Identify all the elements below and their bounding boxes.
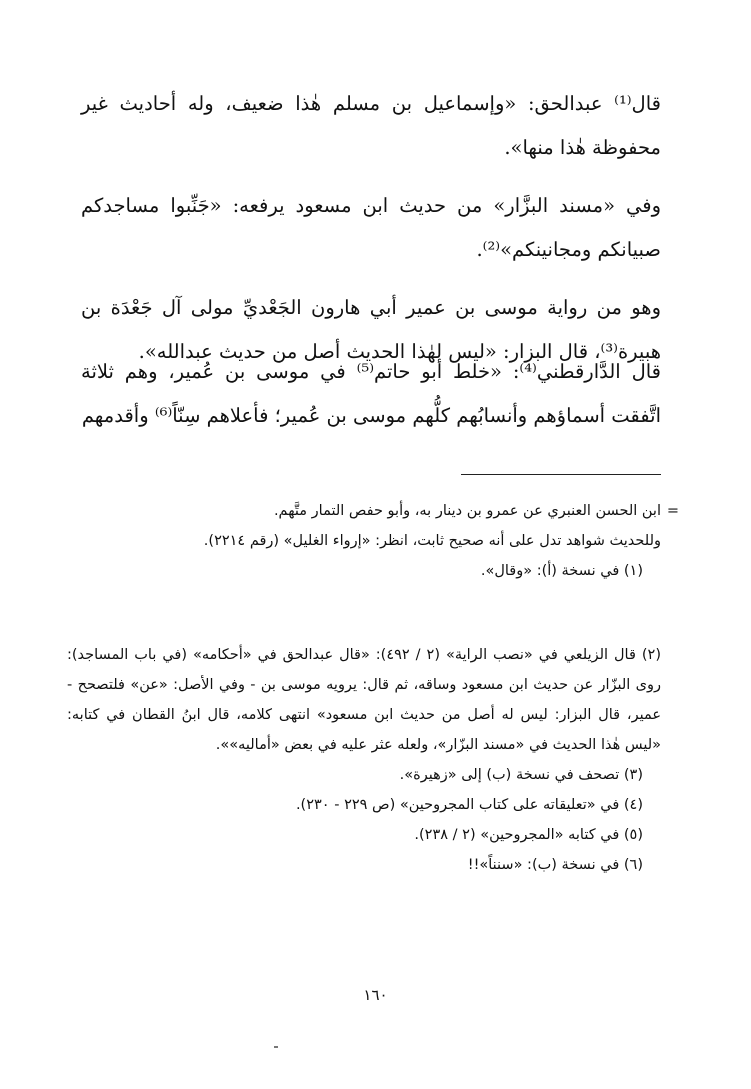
footnote-5: (٥) في كتابه «المجروحين» (٢ / ٢٣٨).	[414, 827, 643, 843]
page-number: ١٦٠	[363, 986, 388, 1004]
footnote-6: (٦) في نسخة (ب): «سنناً»!!	[467, 857, 643, 873]
footnote-4: (٤) في «تعليقاته على كتاب المجروحين» (ص ٢٢٩ - ٢٣٠).	[295, 797, 643, 813]
footnotes-list	[67, 640, 679, 880]
footnote-continuation-line-2: وللحديث شواهد تدل على أنه صحيح ثابت، انظر: «إرواء الغليل» (رقم ٢٢١٤).	[203, 533, 661, 549]
footnote-3: (٣) تصحف في نسخة (ب) إلى «زهيرة».	[399, 767, 643, 783]
paragraph-daraqutni: قال الدَّارقطني⁽⁴⁾: «خلط أبو حاتم⁽⁵⁾ في موسى بن عُمير، وهم ثلاثة اتَّفقت أسماؤهم وأنسابُهم كلُّهم موسى بن عُمير؛ فأعلاهم سِنّاً⁽⁶⁾ وأقدمهم	[81, 360, 661, 427]
paragraph-abdulhaq: قال⁽¹⁾ عبدالحق: «وإسماعيل بن مسلم هٰذا ضعيف، وله أحاديث غير محفوظة هٰذا منها».	[81, 92, 661, 159]
scan-speck	[274, 1046, 278, 1048]
paragraph-musnad-bazzar: وفي «مسند البزَّار» من حديث ابن مسعود يرفعه: «جَنِّبوا مساجدكم صبيانكم ومجانينكم»⁽²⁾.	[81, 194, 661, 261]
footnote-separator	[461, 474, 661, 475]
paragraph-musa-bin-umair: وهو من رواية موسى بن عمير أبي هارون الجَعْديِّ مولى آل جَعْدَة بن هبيرة⁽³⁾، قال البزار: «ليس لهٰذا الحديث أصل من حديث عبدالله».	[81, 296, 661, 363]
footnotes-continuation	[67, 496, 679, 586]
footnote-continuation-line	[67, 496, 679, 526]
footnote-1: (١) في نسخة (أ): «وقال».	[480, 563, 643, 579]
continuation-mark: =	[666, 503, 679, 519]
footnote-2: (٢) قال الزيلعي في «نصب الراية» (٢ / ٤٩٢): «قال عبدالحق في «أحكامه» (في باب المساجد): روى البزّار عن حديث ابن مسعود وساقه، ثم قال: يرويه موسى بن - وفي الأصل: «عن» فلتصحح - عمير، قال البزار: ليس له أصل من حديث ابن مسعود» انتهى كلامه، قال ابنُ القطان في كتابه: «ليس هٰذا الحديث في «مسند البزّار»، ولعله عثر عليه في بعض «أماليه»».	[67, 647, 661, 753]
footnote-continuation-text: ابن الحسن العنبري عن عمرو بن دينار به، وأبو حفص التمار متَّهم.	[273, 503, 661, 519]
